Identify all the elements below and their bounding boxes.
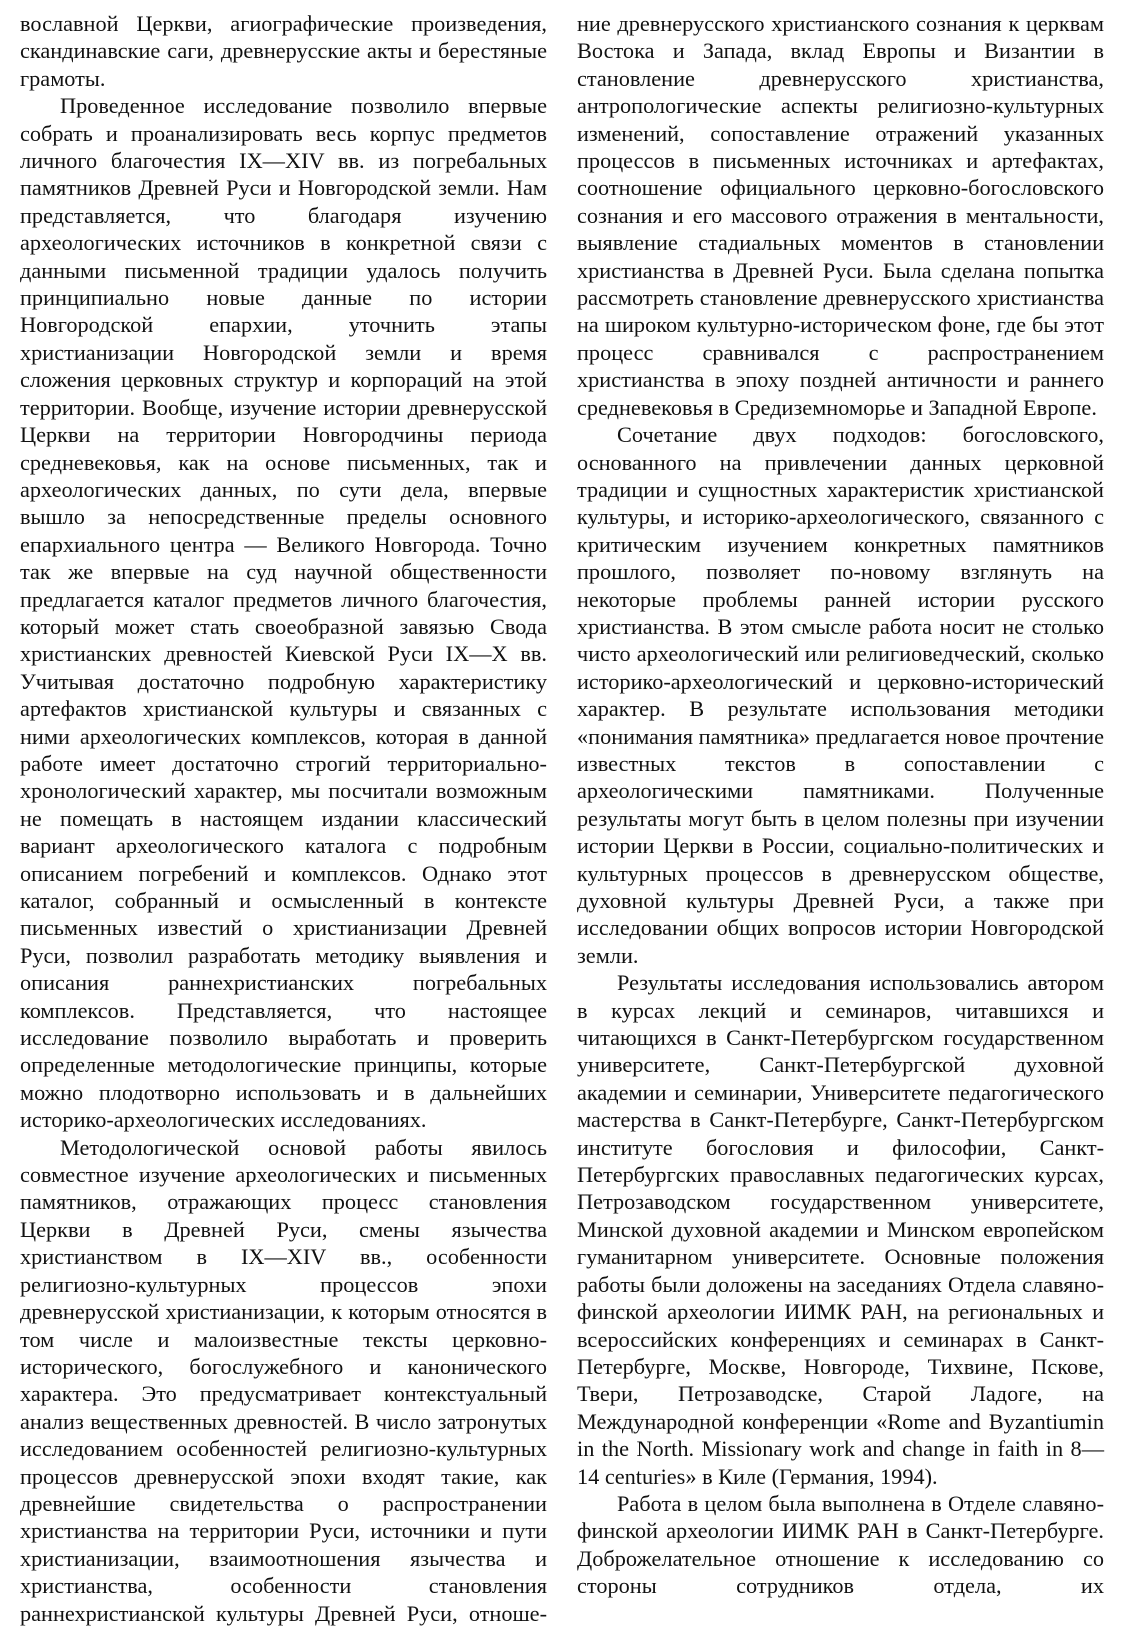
paragraph: вославной Церкви, агиографические произведения, скандинавские саги, древнерусские акты и берестяные грамоты. <box>20 11 547 91</box>
paragraph: Работа в целом была выполнена в Отделе славяно-финской археологии ИИМК РАН в Санкт-Петербурге. Доброжелательное отношение к исследованию со стороны сотрудников отдела, их <box>577 1490 1104 1599</box>
left-column <box>20 10 547 1626</box>
paragraph: Сочетание двух подходов: богословского, основанного на привлечении данных церковной традиции и сущностных характеристик христианской культуры, и историко-археологического, связанного с критическим изучением конкретных памятников прошлого, позволяет по-новому взглянуть на некоторые проблемы ранней истории русского христианства. В этом смысле работа носит не столько чисто археологический или религиоведческий, сколько историко-археологический и церковно-исторический характер. В результате использования методики «понимания памятника» предлагается новое прочтение известных текстов в сопоставлении с археологическими памятниками. Полученные результаты могут быть в целом полезны при изучении истории Церкви в России, социально-политических и культурных процессов в древнерусском обществе, духовной культуры Древней Руси, а также при исследовании общих вопросов истории Новгородской земли. <box>577 422 1104 968</box>
paragraph: ние древнерусского христианского сознания к церквам Востока и Запада, вклад Европы и Византии в становление древнерусского христианства, антропологические аспекты религиозно-культурных изменений, сопоставление отражений указанных процессов в письменных источниках и артефактах, соотношение официального церковно-богословского сознания и его массового отражения в ментальности, выявление стадиальных моментов в становлении христианства в Древней Руси. Была сделана попытка рассмотреть становление древнерусского христианства на широком культурно-историческом фоне, где бы этот процесс сравнивался с распространением христианства в эпоху поздней античности и раннего средневековья в Средиземноморье и Западной Европе. <box>577 11 1104 420</box>
paragraph: Результаты исследования использовались автором в курсах лекций и семинаров, читавшихся и читающихся в Санкт-Петербургском государственном университете, Санкт-Петербургской духовной академии и семинарии, Университете педагогического мастерства в Санкт-Петербурге, Санкт-Петербургском институте богословия и философии, Санкт-Петербургских православных педагогических курсах, Петрозаводском государственном университете, Минской духовной академии и Минском европейском гуманитарном университете. Основные положения работы были доложены на заседаниях Отдела славяно-финской археологии ИИМК РАН, на региональных и всероссийских конференциях и семинарах в Санкт-Петербурге, Москве, Новгороде, Тихвине, Пскове, Твери, Петрозаводске, Старой Ладоге, на Международной конференции «Rome and Byzantiumin in the North. Missionary work and change in faith in 8—14 centuries» в Киле (Германия, 1994). <box>577 970 1104 1489</box>
paragraph: Проведенное исследование позволило впервые собрать и проанализировать весь корпус предметов личного благочестия IX—XIV вв. из погребальных памятников Древней Руси и Новгородской земли. Нам представляется, что благодаря изучению археологических источников в конкретной связи с данными письменной традиции удалось получить принципиально новые данные по истории Новгородской епархии, уточнить этапы христианизации Новгородской земли и время сложения церковных структур и корпораций на этой территории. Вообще, изучение истории древнерусской Церкви на территории Новгородчины периода средневековья, как на основе письменных, так и археологических данных, по сути дела, впервые вышло за непосредственные пределы основного епархиального центра — Великого Новгорода. Точно так же впервые на суд научной общественности предлагается каталог предметов личного благочестия, который может стать своеобразной завязью Свода христианских древностей Киевской Руси IX—X вв. Учитывая достаточно подробную характеристику артефактов христианской культуры и связанных с ними археологических комплексов, которая в данной работе имеет достаточно строгий территориально-хронологический характер, мы посчитали возможным не помещать в настоящем издании классический вариант археологического каталога с подробным описанием погребений и комплексов. Однако этот каталог, собранный и осмысленный в контексте письменных известий о христианизации Древней Руси, позволил разработать методику выявления и описания раннехристианских погребальных комплексов. Представляется, что настоящее исследование позволило выработать и проверить определенные методологические принципы, которые можно плодотворно использовать и в дальнейших историко-археологических исследованиях. <box>20 93 547 1133</box>
paragraph: Методологической основой работы явилось совместное изучение археологических и письменных памятников, отражающих процесс становления Церкви в Древней Руси, смены язычества христианством в IX—XIV вв., особенности религиозно-культурных процессов эпохи древнерусской христианизации, к которым относятся в том числе и малоизвестные тексты церковно-исторического, богослужебного и канонического характера. Это предусматривает контекстуальный анализ вещественных древностей. В число затронутых исследованием особенностей религиозно-культурных процессов древнерусской эпохи входят такие, как древнейшие свидетельства о распространении христианства на территории Руси, источники и пути христианизации, взаимоотношения язычества и христианства, особенности становления раннехристианской культуры Древней Руси, отноше- <box>20 1134 547 1626</box>
right-column <box>577 10 1104 1600</box>
